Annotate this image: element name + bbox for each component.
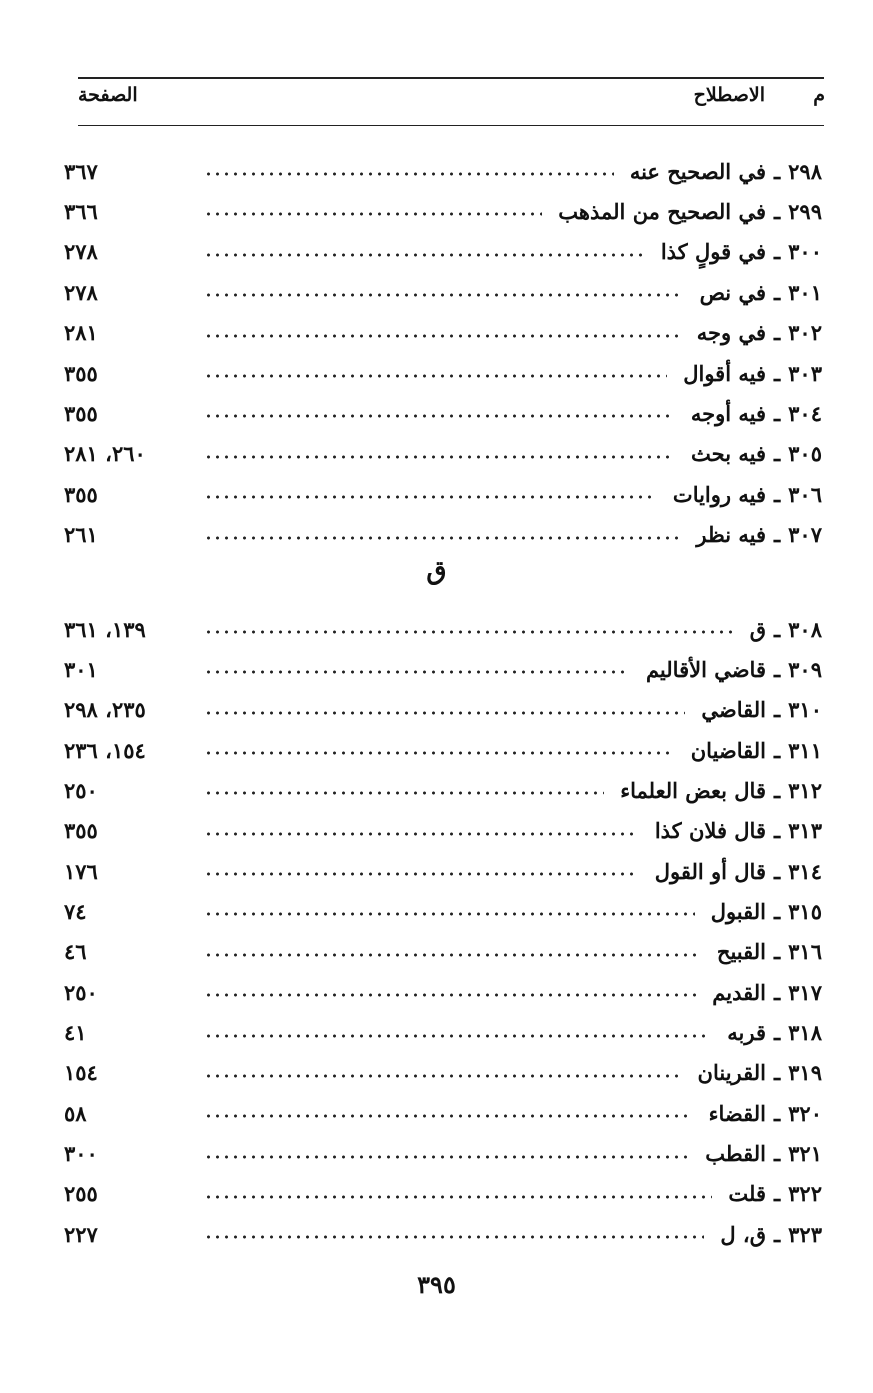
entry-term: القبيح <box>716 939 766 965</box>
entry-pages: ٤٦ <box>64 939 87 965</box>
entry-term: فيه أقوال <box>683 360 766 386</box>
entry-term: فيه روايات <box>672 481 766 507</box>
entry-number: ٣١٧ <box>788 979 822 1005</box>
entry-separator: ـ <box>774 979 781 1005</box>
entry-separator: ـ <box>774 279 781 305</box>
entry-term: القاضي <box>701 697 766 723</box>
dot-leader <box>204 208 542 220</box>
entry-separator: ـ <box>774 1020 781 1045</box>
entry-separator: ـ <box>774 616 781 642</box>
index-entry <box>64 474 822 514</box>
dot-leader <box>204 1191 712 1203</box>
dot-leader <box>204 410 675 422</box>
dot-leader <box>204 451 675 463</box>
index-entry <box>64 1134 822 1174</box>
dot-leader <box>204 330 681 342</box>
dot-leader <box>204 1231 704 1243</box>
index-entry <box>64 932 822 972</box>
entry-separator: ـ <box>774 777 781 803</box>
dot-leader <box>204 626 734 638</box>
dot-leader <box>204 1110 693 1122</box>
dot-leader <box>204 787 604 799</box>
entry-separator: ـ <box>774 656 781 682</box>
index-entry <box>64 972 822 1012</box>
entry-separator: ـ <box>774 360 781 386</box>
dot-leader <box>204 1030 711 1042</box>
entry-number: ٣١٠ <box>788 697 822 723</box>
entry-separator: ـ <box>774 737 781 763</box>
index-entry <box>64 272 822 312</box>
entry-pages: ٣٥٥ <box>64 818 98 844</box>
entry-number: ٣٢١ <box>788 1141 822 1167</box>
page-number: ٣٩٥ <box>417 1270 456 1299</box>
entry-number: ٣٢٠ <box>788 1100 822 1126</box>
entry-separator: ـ <box>774 239 781 265</box>
entry-separator: ـ <box>774 697 781 723</box>
entry-number: ٣٠٦ <box>788 481 822 507</box>
entry-number: ٣٢٢ <box>788 1181 822 1207</box>
dot-leader <box>204 828 639 840</box>
section-letter: ق <box>426 556 447 586</box>
index-entry <box>64 609 822 649</box>
entry-term: ق <box>749 616 766 642</box>
entry-number: ٣٠٠ <box>788 239 822 265</box>
entry-separator: ـ <box>774 858 781 884</box>
entry-number: ٣٠٣ <box>788 360 822 386</box>
entry-term: القديم <box>712 979 766 1005</box>
entry-separator: ـ <box>774 898 781 924</box>
entry-pages: ٣٠١ <box>64 656 98 682</box>
dot-leader <box>204 1151 689 1163</box>
entry-term: في الصحيح من المذهب <box>558 198 766 224</box>
entry-separator: ـ <box>774 939 781 965</box>
entry-number: ٣٠١ <box>788 279 822 305</box>
dot-leader <box>204 249 645 261</box>
entry-number: ٣٠٩ <box>788 656 822 682</box>
entry-term: القبول <box>710 898 766 924</box>
entry-pages: ١٧٦ <box>64 858 98 884</box>
entry-term: قال فلان كذا <box>654 818 766 844</box>
entry-pages: ٢٥٠ <box>64 979 98 1005</box>
index-entry <box>64 1174 822 1214</box>
dot-leader <box>204 168 614 180</box>
entry-pages: ٢٧٨ <box>64 239 98 265</box>
entry-pages: ٣٦٦ <box>64 198 98 224</box>
entry-separator: ـ <box>774 1141 781 1167</box>
entry-pages: ٢٥٠ <box>64 777 98 803</box>
entry-pages: ١٥٤ <box>64 1060 98 1086</box>
entry-pages: ٣٠٠ <box>64 1141 98 1167</box>
index-entry <box>64 851 822 891</box>
entry-pages: ٢٥٥ <box>64 1181 98 1207</box>
entry-term: القضاء <box>708 1100 766 1126</box>
entry-number: ٣٠٤ <box>788 400 822 426</box>
entry-pages: ٢٣٥، ٢٩٨ <box>64 697 146 723</box>
entry-separator: ـ <box>774 441 781 467</box>
entry-separator: ـ <box>774 818 781 844</box>
entry-pages: ٢٦٠، ٢٨١ <box>64 441 146 467</box>
entry-term: في الصحيح عنه <box>629 158 766 184</box>
entry-pages: ٣٦٧ <box>64 158 98 184</box>
index-entry <box>64 770 822 810</box>
index-entry <box>64 649 822 689</box>
index-entry <box>64 1093 822 1133</box>
entry-pages: ٣٥٥ <box>64 481 98 507</box>
entry-number: ٣١٨ <box>788 1020 822 1045</box>
dot-leader <box>204 1070 682 1082</box>
entry-term: فيه بحث <box>691 441 766 467</box>
entry-pages: ٥٨ <box>64 1100 87 1126</box>
entry-pages: ٢٧٨ <box>64 279 98 305</box>
entry-number: ٣٠٥ <box>788 441 822 467</box>
entry-separator: ـ <box>774 481 781 507</box>
entry-separator: ـ <box>774 1181 781 1207</box>
dot-leader <box>204 908 695 920</box>
dot-leader <box>204 666 630 678</box>
entry-number: ٣٠٨ <box>788 616 822 642</box>
entry-term: فيه أوجه <box>690 400 766 426</box>
index-entry <box>64 151 822 191</box>
entry-separator: ـ <box>774 1100 781 1126</box>
index-entry <box>64 353 822 393</box>
entry-term: قلت <box>728 1181 766 1207</box>
index-entry <box>64 434 822 474</box>
entry-number: ٣١٥ <box>788 898 822 924</box>
dot-leader <box>204 707 685 719</box>
dot-leader <box>204 532 680 544</box>
index-entry <box>64 891 822 931</box>
entry-number: ٣٠٢ <box>788 320 822 346</box>
entry-separator: ـ <box>774 522 781 548</box>
entry-term: القرينان <box>697 1060 766 1086</box>
entry-term: قاضي الأقاليم <box>645 656 766 682</box>
entry-separator: ـ <box>774 1060 781 1086</box>
index-entry <box>64 393 822 433</box>
entry-pages: ٢٦١ <box>64 522 98 548</box>
dot-leader <box>204 989 696 1001</box>
dot-leader <box>204 747 675 759</box>
header-bottom-rule <box>78 125 824 126</box>
dot-leader <box>204 370 667 382</box>
entry-separator: ـ <box>774 320 781 346</box>
entry-number: ٢٩٨ <box>788 158 822 184</box>
index-entry <box>64 191 822 231</box>
entry-number: ٣١١ <box>788 737 822 763</box>
header-page-label: الصفحة <box>78 84 138 106</box>
entry-term: في وجه <box>696 320 766 346</box>
index-entry <box>64 690 822 730</box>
entry-number: ٣١٩ <box>788 1060 822 1086</box>
dot-leader <box>204 868 639 880</box>
entry-term: القطب <box>705 1141 766 1167</box>
entry-pages: ٧٤ <box>64 898 87 924</box>
entry-number: ٣٢٣ <box>788 1221 822 1247</box>
entry-separator: ـ <box>774 1221 781 1247</box>
entry-number: ٢٩٩ <box>788 198 822 224</box>
entry-term: في نص <box>699 279 766 305</box>
entry-number: ٣١٦ <box>788 939 822 965</box>
entry-term: قال أو القول <box>654 858 766 884</box>
entry-pages: ١٣٩، ٣٦١ <box>64 616 146 642</box>
entry-number: ٣١٢ <box>788 777 822 803</box>
entry-number: ٣١٤ <box>788 858 822 884</box>
entry-pages: ٣٥٥ <box>64 400 98 426</box>
entry-separator: ـ <box>774 158 781 184</box>
entry-pages: ٢٢٧ <box>64 1221 98 1247</box>
index-entry <box>64 515 822 555</box>
index-entry <box>64 730 822 770</box>
entry-pages: ٤١ <box>64 1020 87 1045</box>
dot-leader <box>204 289 684 301</box>
entry-separator: ـ <box>774 198 781 224</box>
index-entry <box>64 1214 822 1254</box>
dot-leader <box>204 491 657 503</box>
entry-term: القاضيان <box>690 737 766 763</box>
index-entry <box>64 1053 822 1093</box>
dot-leader <box>204 949 701 961</box>
entry-term: فيه نظر <box>696 522 766 548</box>
entry-term: في قولٍ كذا <box>660 239 766 265</box>
entry-term: ق، ل <box>720 1221 766 1247</box>
header-index-label: م <box>813 84 825 106</box>
entry-separator: ـ <box>774 400 781 426</box>
entry-pages: ١٥٤، ٢٣٦ <box>64 737 146 763</box>
header-top-rule <box>78 77 824 79</box>
entry-pages: ٣٥٥ <box>64 360 98 386</box>
index-entry <box>64 313 822 353</box>
entry-number: ٣٠٧ <box>788 522 822 548</box>
entry-term: قال بعض العلماء <box>620 777 766 803</box>
header-term-label: الاصطلاح <box>693 84 765 106</box>
entry-term: قربه <box>727 1020 766 1045</box>
entry-number: ٣١٣ <box>788 818 822 844</box>
index-entry <box>64 232 822 272</box>
index-entry <box>64 1013 822 1053</box>
index-entry <box>64 811 822 851</box>
entry-pages: ٢٨١ <box>64 320 98 346</box>
